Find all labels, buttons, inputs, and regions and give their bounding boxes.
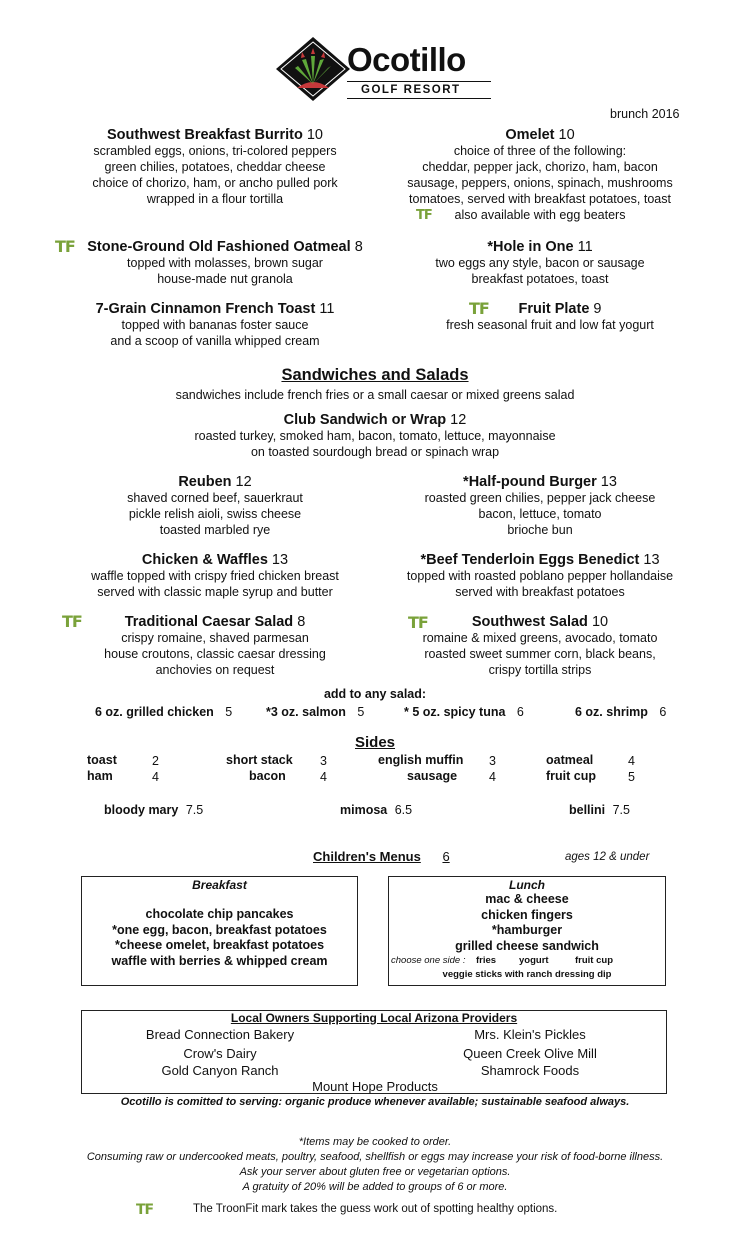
item-price: 8 [354,239,363,255]
kids-breakfast-item: chocolate chip pancakes [145,907,294,921]
item-desc-2: roasted sweet summer corn, black beans, [424,647,656,661]
addon-name: 6 oz. shrimp [575,705,648,719]
item-name: Southwest Salad [471,614,588,630]
item-desc-2: house-made nut granola [157,272,293,286]
item-price: 10 [591,614,609,630]
addon-item [575,705,666,719]
footer-line: Consuming raw or undercooked meats, poultry, seafood, shellfish or eggs may increase your risk of food-borne illness. [86,1151,664,1163]
item-name: Club Sandwich or Wrap [283,412,447,428]
item-price: 12 [450,412,467,428]
drink-item [569,803,630,817]
menu-item-benedict [375,552,705,600]
side-item-price: 3 [320,754,327,768]
section-sides: Sides [354,734,396,751]
menu-item-burger [375,474,705,538]
menu-item-reuben [50,474,380,538]
menu-date: brunch 2016 [610,107,680,121]
troonfit-icon: TF [469,299,489,318]
footer-line: A gratuity of 20% will be added to groups of 6 or more. [242,1181,508,1193]
side-item-price: 3 [489,754,496,768]
item-name: Stone-Ground Old Fashioned Oatmeal [87,239,351,255]
item-desc-1: topped with roasted poblano pepper hollandaise [406,569,674,583]
troonfit-icon: TF [408,613,428,632]
item-desc-3: sausage, peppers, onions, spinach, mushrooms [407,176,673,190]
addon-name: * 5 oz. spicy tuna [404,705,506,719]
kids-breakfast-title: Breakfast [192,878,247,892]
item-price: 11 [319,301,335,317]
item-price: 8 [297,614,306,630]
drink-item [340,803,412,817]
item-desc-4: tomatoes, served with breakfast potatoes, toast [409,192,671,206]
addon-price: 6 [516,705,524,719]
side-item-name: toast [87,753,117,767]
footer-note [0,1135,750,1195]
side-item-name: fruit cup [546,769,596,783]
item-name: Omelet [505,127,555,143]
kids-lunch-title: Lunch [509,878,545,892]
troonfit-note: The TroonFit mark takes the guess work out of spotting healthy options. [193,1203,558,1215]
drink-name: bellini [569,803,606,817]
local-provider: Mrs. Klein's Pickles [474,1027,586,1042]
side-item-price: 5 [628,770,635,784]
item-price: 13 [600,474,617,490]
item-desc-5: also available with egg beaters [454,208,626,222]
drink-item [104,803,203,817]
children-title: Children's Menus [313,849,421,864]
kids-lunch-sides [389,954,665,969]
addon-name: 6 oz. grilled chicken [95,705,214,719]
children-heading [313,849,450,864]
item-desc-1: two eggs any style, bacon or sausage [435,256,645,270]
side-option: fries [476,955,497,966]
kids-breakfast-item: waffle with berries & whipped cream [111,953,328,968]
item-name: Reuben [178,474,232,490]
side-item-price: 2 [152,754,159,768]
item-name: *Half-pound Burger [463,474,597,490]
section-sandwiches [0,366,750,403]
item-desc-1: topped with bananas foster sauce [121,318,309,332]
side-option: fruit cup [575,955,613,966]
item-desc-1: waffle topped with crispy fried chicken breast [91,569,339,583]
side-option: yogurt [519,955,549,966]
side-item-price: 4 [152,770,159,784]
item-name: Fruit Plate [518,301,590,317]
addon-price: 5 [357,705,365,719]
kids-lunch-item: mac & cheese [485,892,569,906]
troonfit-icon: TF [62,612,82,631]
side-item-name: english muffin [378,753,464,767]
kids-lunch-item: grilled cheese sandwich [455,938,599,953]
item-desc-3: crispy tortilla strips [488,663,592,677]
kids-breakfast-item: *one egg, bacon, breakfast potatoes [112,922,327,937]
kids-lunch-veggie: veggie sticks with ranch dressing dip [442,969,612,980]
item-desc-1: scrambled eggs, onions, tri-colored peppers [93,144,337,158]
item-price: 13 [643,552,660,568]
item-name: Traditional Caesar Salad [124,614,294,630]
item-desc-2: and a scoop of vanilla whipped cream [110,334,320,348]
addon-item [404,705,524,719]
side-item-name: sausage [407,769,458,783]
drink-name: bloody mary [104,803,179,817]
menu-item-caesar [50,614,380,678]
item-desc-2: green chilies, potatoes, cheddar cheese [104,160,326,174]
item-price: 13 [271,552,289,568]
item-desc-1: roasted green chilies, pepper jack cheese [424,491,656,505]
side-item-price: 4 [320,770,327,784]
item-desc-3: toasted marbled rye [159,523,271,537]
kids-breakfast-item: *cheese omelet, breakfast potatoes [114,938,325,952]
logo-rule-bottom [347,98,491,99]
item-desc-3: brioche bun [507,523,573,537]
item-desc-2: house croutons, classic caesar dressing [104,647,326,661]
addon-price: 5 [225,705,233,719]
children-price: 6 [442,849,450,864]
item-desc-1: romaine & mixed greens, avocado, tomato [422,631,658,645]
item-desc-4: wrapped in a flour tortilla [146,192,284,206]
item-desc-2: served with classic maple syrup and butter [97,585,333,599]
item-desc-2: cheddar, pepper jack, chorizo, ham, bacon [422,160,658,174]
menu-item-club [0,412,750,460]
item-desc-1: fresh seasonal fruit and low fat yogurt [446,318,654,332]
children-ages: ages 12 & under [565,851,650,863]
logo-name: Ocotillo [347,41,466,78]
ocotillo-logo-icon [275,36,351,102]
troonfit-icon: TF [55,237,75,256]
side-label: choose one side : [391,955,466,966]
item-name: Southwest Breakfast Burrito [107,127,303,143]
drink-name: mimosa [340,803,388,817]
item-desc-1: topped with molasses, brown sugar [127,256,323,270]
local-provider: Crow's Dairy [183,1046,257,1061]
footer-line: *Items may be cooked to order. [298,1136,452,1148]
item-desc-2: breakfast potatoes, toast [471,272,609,286]
logo [275,36,495,102]
item-desc-1: shaved corned beef, sauerkraut [127,491,303,505]
section-title: Sandwiches and Salads [281,366,469,384]
menu-item-hole-in-one [375,239,705,287]
local-provider: Gold Canyon Ranch [161,1063,279,1078]
kids-lunch-box [388,876,666,986]
item-price: 11 [577,239,593,255]
item-desc-3: anchovies on request [155,663,275,677]
local-provider: Queen Creek Olive Mill [463,1046,597,1061]
menu-item-southwest-salad [375,614,705,678]
menu-item-burrito [50,127,380,207]
item-price: 12 [235,474,252,490]
side-item-name: short stack [226,753,293,767]
menu-item-french-toast [50,301,380,349]
addon-item [266,705,364,719]
section-note: sandwiches include french fries or a small caesar or mixed greens salad [175,388,575,402]
drink-price: 7.5 [185,803,204,817]
item-name: Chicken & Waffles [141,552,268,568]
item-price: 10 [306,127,323,143]
logo-subtitle: GOLF RESORT [361,84,461,96]
item-name: *Hole in One [487,239,574,255]
side-item-name: oatmeal [546,753,594,767]
item-desc-2: on toasted sourdough bread or spinach wrap [250,445,500,459]
local-provider: Bread Connection Bakery [145,1027,295,1042]
addon-price: 6 [659,705,667,719]
local-provider: Mount Hope Products [312,1079,438,1094]
item-desc-3: choice of chorizo, ham, or ancho pulled pork [92,176,338,190]
item-desc-1: crispy romaine, shaved parmesan [121,631,309,645]
item-desc-2: served with breakfast potatoes [455,585,625,599]
item-desc-1: roasted turkey, smoked ham, bacon, tomato, lettuce, mayonnaise [194,429,556,443]
side-item-name: bacon [249,769,286,783]
footer-line: Ask your server about gluten free or vegetarian options. [239,1166,511,1178]
commitment-statement: Ocotillo is comitted to serving: organic produce whenever available; sustainable seafood always. [120,1096,630,1108]
item-name: 7-Grain Cinnamon French Toast [95,301,316,317]
local-heading: Local Owners Supporting Local Arizona Providers [230,1011,518,1025]
item-name: *Beef Tenderloin Eggs Benedict [420,552,640,568]
troonfit-icon: TF [416,208,432,223]
menu-item-fruit-plate [395,301,725,333]
kids-lunch-item: chicken fingers [481,907,573,922]
item-price: 10 [558,127,575,143]
addon-item [95,705,232,719]
item-desc-2: pickle relish aioli, swiss cheese [128,507,302,521]
logo-rule [347,81,491,82]
addon-name: *3 oz. salmon [266,705,346,719]
item-price: 9 [593,301,602,317]
side-item-price: 4 [489,770,496,784]
menu-item-chicken-waffles [50,552,380,600]
side-item-name: ham [87,769,113,783]
item-desc-2: bacon, lettuce, tomato [478,507,602,521]
drink-price: 6.5 [394,803,413,817]
troonfit-icon: TF [136,1202,154,1218]
menu-item-oatmeal [60,239,390,287]
local-provider: Shamrock Foods [480,1063,580,1078]
addons-heading: add to any salad: [323,687,427,701]
side-item-price: 4 [628,754,635,768]
kids-lunch-item: *hamburger [491,923,563,937]
drink-price: 7.5 [612,803,630,817]
kids-breakfast-box [81,876,358,986]
item-desc-1: choice of three of the following: [453,144,627,158]
